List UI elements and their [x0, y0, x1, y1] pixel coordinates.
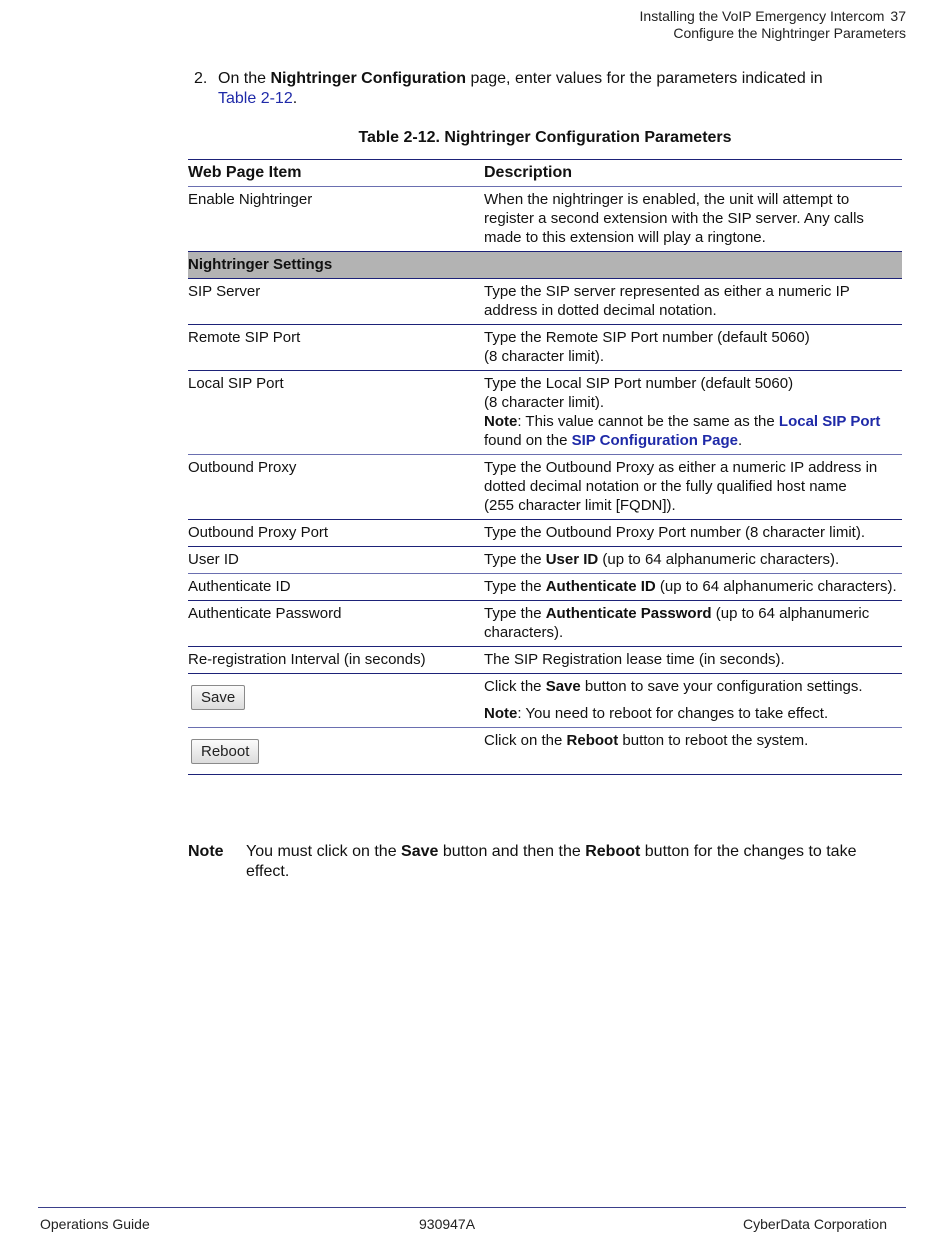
row-description: Type the Local SIP Port number (default 5060) (8 character limit). Note: This value cannot be the same as the Local SIP Port found on the SIP Configuration Page. — [484, 371, 902, 455]
row-description: The SIP Registration lease time (in seconds). — [484, 651, 785, 668]
table-row — [188, 279, 902, 325]
table-row — [188, 371, 902, 455]
table-row — [188, 647, 902, 674]
column-header-item: Web Page Item — [188, 164, 302, 181]
row-item: Local SIP Port — [188, 375, 284, 392]
row-item: Enable Nightringer — [188, 191, 313, 208]
section-title: Nightringer Settings — [188, 252, 902, 279]
column-header-description: Description — [484, 164, 573, 181]
row-item: Re-registration Interval (in seconds) — [188, 651, 426, 668]
table-header-row — [188, 160, 902, 187]
row-description: When the nightringer is enabled, the unit will attempt to register a second extension with the SIP server. Any calls made to this extension will play a ringtone. — [484, 191, 864, 246]
row-description: Type the Authenticate ID (up to 64 alphanumeric characters). — [484, 578, 897, 595]
row-item: User ID — [188, 551, 239, 568]
row-note: Note: This value cannot be the same as the Local SIP Port found on the SIP Configuration Page. — [484, 413, 881, 449]
header-section: Configure the Nightringer Parameters — [673, 25, 906, 41]
note-text: You must click on the Save button and then the Reboot button for the changes to take effect. — [246, 843, 857, 880]
table-row — [188, 325, 902, 371]
section-row — [188, 252, 902, 279]
step-text: On the Nightringer Configuration page, enter values for the parameters indicated in Table 2-12. — [218, 70, 823, 107]
row-note: Note: You need to reboot for changes to take effect. — [484, 705, 829, 722]
footer-right: CyberData Corporation — [743, 1216, 887, 1232]
row-description: Click on the Reboot button to reboot the system. — [484, 732, 809, 749]
row-description: Click the Save button to save your configuration settings. Note: You need to reboot for changes to take effect. — [484, 674, 902, 728]
running-header — [640, 8, 906, 42]
row-description: Type the Remote SIP Port number (default 5060) (8 character limit). — [484, 329, 810, 365]
reboot-button[interactable]: Reboot — [191, 739, 259, 764]
row-item: Authenticate Password — [188, 605, 342, 622]
row-description: Type the User ID (up to 64 alphanumeric characters). — [484, 551, 840, 568]
table-reference-link[interactable]: Table 2-12 — [218, 90, 293, 107]
local-sip-port-link[interactable]: Local SIP Port — [778, 413, 881, 430]
row-item: SIP Server — [188, 283, 261, 300]
table-row — [188, 187, 902, 252]
step-number: 2. — [194, 70, 208, 87]
note-label: Note — [188, 843, 224, 860]
header-chapter: Installing the VoIP Emergency Intercom — [639, 8, 885, 24]
footer-center: 930947A — [419, 1216, 476, 1232]
row-item: Outbound Proxy Port — [188, 524, 329, 541]
row-description: Type the Authenticate Password (up to 64 alphanumeric characters). — [484, 605, 870, 641]
footer-left: Operations Guide — [40, 1216, 150, 1232]
table-row — [188, 674, 902, 728]
row-description: Type the Outbound Proxy Port number (8 character limit). — [484, 524, 865, 541]
footer-divider — [38, 1207, 906, 1208]
procedure-step — [194, 69, 844, 109]
table-row — [188, 574, 902, 601]
sip-configuration-page-link[interactable]: SIP Configuration Page — [571, 432, 738, 449]
table-row — [188, 520, 902, 547]
table-row — [188, 455, 902, 520]
row-item: Outbound Proxy — [188, 459, 297, 476]
table-row — [188, 601, 902, 647]
save-button[interactable]: Save — [191, 685, 245, 710]
row-item: Remote SIP Port — [188, 329, 301, 346]
row-description: Type the SIP server represented as either a numeric IP address in dotted decimal notation. — [484, 283, 850, 319]
row-description: Type the Outbound Proxy as either a numeric IP address in dotted decimal notation or the fully qualified host name (255 character limit [FQDN]). — [484, 459, 878, 514]
page-number: 37 — [890, 8, 906, 24]
row-item: Authenticate ID — [188, 578, 291, 595]
table-row — [188, 728, 902, 775]
parameters-table — [188, 159, 902, 775]
table-row — [188, 547, 902, 574]
table-caption: Table 2-12. Nightringer Configuration Parameters — [358, 129, 732, 146]
note-block — [188, 842, 902, 882]
